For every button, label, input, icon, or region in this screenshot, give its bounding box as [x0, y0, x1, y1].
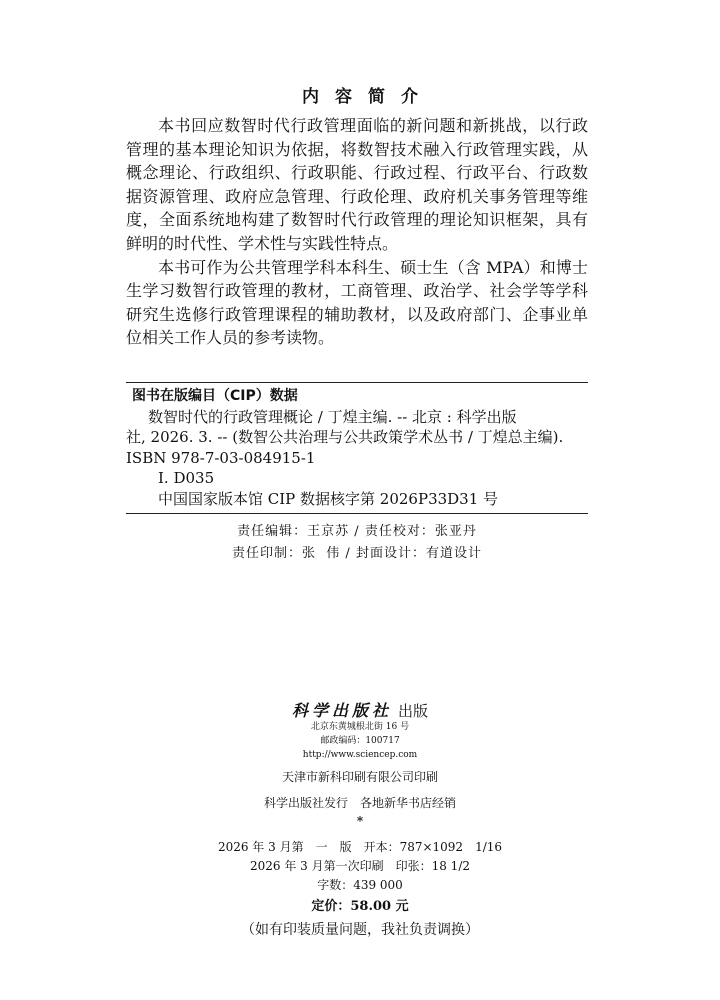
- synopsis-paragraph: 本书回应数智时代行政管理面临的新问题和新挑战，以行政管理的基本理论知识为依据，将数智技术融入行政管理实践，从概念理论、行政组织、行政职能、行政过程、行政平台、行政数据资源管理、政府应急管理、行政伦理、政府机关事务管理等维度，全面系统地构建了数智时代行政管理的理论知识框架，具有鲜明的时代性、学术性与实践性特点。: [126, 116, 588, 253]
- page-title: 内容简介: [302, 87, 434, 107]
- printing-info: 2026 年 3 月第一次印刷 印张：18 1/2: [249, 859, 470, 873]
- cip-line: ISBN 978-7-03-084915-1: [126, 448, 316, 467]
- synopsis: [126, 114, 588, 350]
- printer: 天津市新科印刷有限公司印刷: [281, 770, 438, 784]
- divider: [126, 382, 588, 383]
- publisher-postcode: 邮政编码：100717: [320, 736, 400, 746]
- publisher-suffix: 出版: [398, 702, 429, 720]
- staff-credits: 责任印制：张 伟 / 封面设计：有道设计: [232, 546, 482, 561]
- cip-line: 数智时代的行政管理概论 / 丁煌主编. -- 北京 : 科学出版: [148, 407, 517, 426]
- quality-notice: （如有印装质量问题，我社负责调换）: [241, 922, 479, 938]
- cip-block: [126, 386, 588, 509]
- synopsis-paragraph: 本书可作为公共管理学科本科生、硕士生（含 MPA）和博士生学习数智行政管理的教材，工商管理、政治学、社会学等学科研究生选修行政管理课程的辅助教材，以及政府部门、企事业单位相关工作人员的参考读物。: [126, 257, 588, 348]
- word-count: 字数：439 000: [317, 878, 403, 892]
- edition-info: 2026 年 3 月第 一 版 开本：787×1092 1/16: [217, 840, 503, 854]
- publisher-line: [0, 698, 720, 721]
- publisher-url: http://www.sciencep.com: [302, 750, 418, 760]
- publisher-address: 北京东黄城根北街 16 号: [310, 722, 410, 732]
- publisher-name: 科学出版社: [291, 701, 392, 720]
- cip-line: 社, 2026. 3. -- (数智公共治理与公共政策学术丛书 / 丁煌总主编).: [126, 428, 564, 446]
- separator-star: *: [356, 814, 364, 828]
- divider: [126, 513, 588, 514]
- cip-line: Ⅰ. D035: [158, 469, 215, 487]
- cip-caption: 图书在版编目（CIP）数据: [132, 388, 298, 404]
- staff-credits: 责任编辑：王京苏 / 责任校对：张亚丹: [237, 524, 477, 539]
- distribution: 科学出版社发行 各地新华书店经销: [263, 796, 456, 810]
- price: 定价：58.00 元: [311, 899, 409, 914]
- cip-line: 中国国家版本馆 CIP 数据核字第 2026P33D31 号: [158, 489, 499, 508]
